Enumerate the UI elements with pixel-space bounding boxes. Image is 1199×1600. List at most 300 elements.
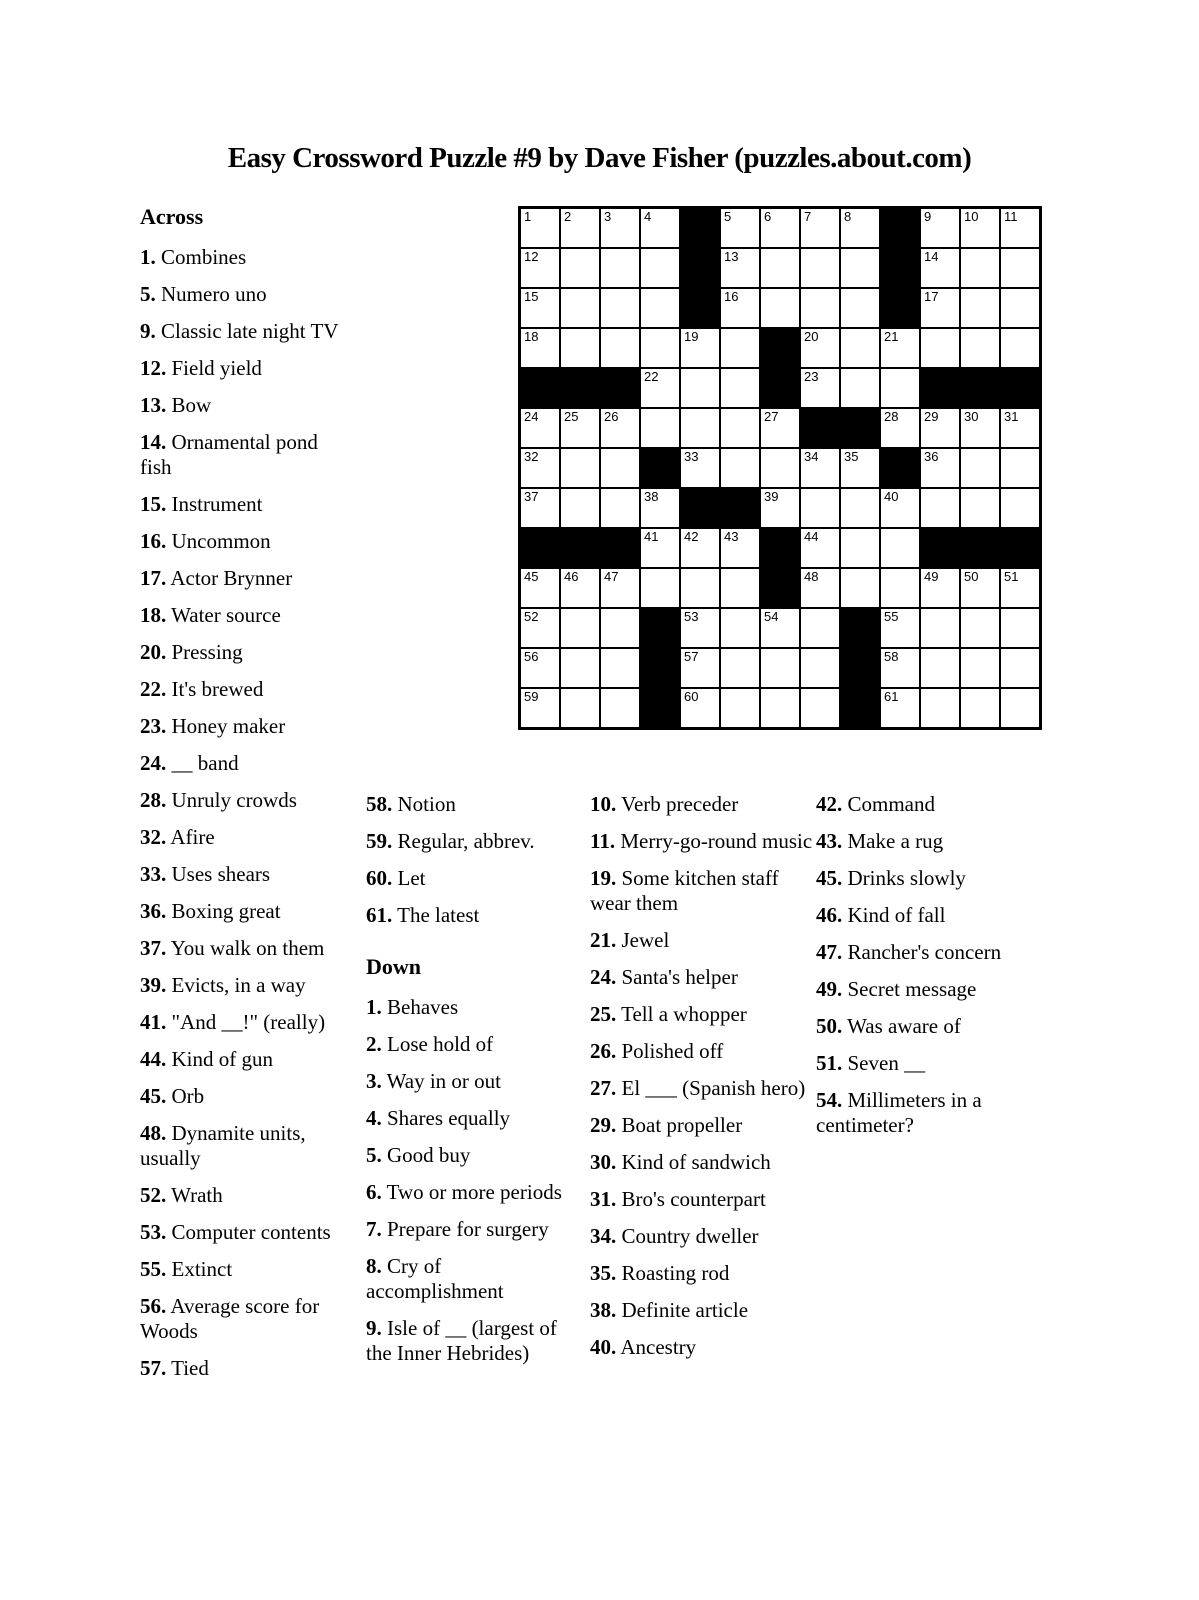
cell-number: 6 [764, 209, 772, 224]
grid-cell[interactable] [521, 489, 559, 527]
clue-item: 28. Unruly crowds [140, 788, 297, 812]
grid-cell[interactable] [961, 689, 999, 727]
grid-cell[interactable] [721, 209, 759, 247]
cell-number: 12 [524, 249, 539, 264]
cell-number: 41 [644, 529, 659, 544]
clue-number: 50. [816, 1014, 843, 1038]
grid-cell[interactable] [921, 649, 959, 687]
grid-cell[interactable] [921, 209, 959, 247]
clue-item: 5. Numero uno [140, 282, 267, 306]
grid-cell[interactable] [561, 609, 599, 647]
grid-cell[interactable] [761, 449, 799, 487]
grid-cell[interactable] [761, 689, 799, 727]
clue-item: 17. Actor Brynner [140, 566, 293, 590]
grid-cell[interactable] [881, 689, 919, 727]
cell-number: 21 [884, 329, 899, 344]
clue-item: 39. Evicts, in a way [140, 973, 306, 997]
clue-number: 61. [366, 903, 393, 927]
black-square [641, 609, 679, 647]
grid-cell[interactable] [961, 569, 999, 607]
clue-item: 43. Make a rug [816, 829, 944, 853]
clue-item: 14. Ornamental pond fish [140, 430, 318, 479]
clue-item: 12. Field yield [140, 356, 262, 380]
clue-item: 53. Computer contents [140, 1220, 331, 1244]
grid-cell[interactable] [881, 489, 919, 527]
clue-number: 14. [140, 430, 167, 454]
grid-cell[interactable] [601, 649, 639, 687]
grid-cell[interactable] [801, 489, 839, 527]
clue-number: 25. [590, 1002, 617, 1026]
clue-number: 45. [816, 866, 843, 890]
clue-item: 33. Uses shears [140, 862, 271, 886]
cell-number: 40 [884, 489, 899, 504]
clue-item: 3. Way in or out [366, 1069, 501, 1093]
grid-cell[interactable] [761, 249, 799, 287]
grid-cell[interactable] [841, 569, 879, 607]
grid-cell[interactable] [721, 249, 759, 287]
clue-item: 38. Definite article [590, 1298, 749, 1322]
grid-cell[interactable] [641, 289, 679, 327]
grid-cell[interactable] [721, 649, 759, 687]
cell-number: 10 [964, 209, 979, 224]
grid-cell[interactable] [521, 449, 559, 487]
grid-cell[interactable] [521, 329, 559, 367]
cell-number: 8 [844, 209, 852, 224]
clue-number: 26. [590, 1039, 617, 1063]
clue-item: 58. Notion [366, 792, 456, 816]
clue-item: 26. Polished off [590, 1039, 724, 1063]
clue-item: 15. Instrument [140, 492, 263, 516]
grid-cell[interactable] [601, 289, 639, 327]
cell-number: 38 [644, 489, 659, 504]
grid-cell[interactable] [801, 649, 839, 687]
clue-number: 24. [140, 751, 167, 775]
black-square [761, 329, 799, 367]
cell-number: 5 [724, 209, 732, 224]
grid-cell[interactable] [921, 689, 959, 727]
black-square [601, 529, 639, 567]
clue-number: 51. [816, 1051, 843, 1075]
grid-cell[interactable] [921, 449, 959, 487]
grid-cell[interactable] [561, 209, 599, 247]
cell-number: 14 [924, 249, 939, 264]
grid-cell[interactable] [801, 689, 839, 727]
grid-cell[interactable] [681, 529, 719, 567]
clue-number: 6. [366, 1180, 382, 1204]
clue-number: 48. [140, 1121, 167, 1145]
clue-item: 4. Shares equally [366, 1106, 511, 1130]
clue-number: 40. [590, 1335, 617, 1359]
grid-cell[interactable] [521, 649, 559, 687]
grid-cell[interactable] [601, 489, 639, 527]
grid-cell[interactable] [641, 489, 679, 527]
grid-cell[interactable] [521, 409, 559, 447]
clue-number: 15. [140, 492, 167, 516]
clue-number: 22. [140, 677, 167, 701]
grid-cell[interactable] [561, 569, 599, 607]
grid-cell[interactable] [921, 609, 959, 647]
clue-number: 24. [590, 965, 617, 989]
grid-cell[interactable] [801, 609, 839, 647]
cell-number: 54 [764, 609, 779, 624]
grid-cell[interactable] [641, 529, 679, 567]
grid-cell[interactable] [921, 329, 959, 367]
clue-number: 36. [140, 899, 167, 923]
grid-cell[interactable] [521, 569, 559, 607]
grid-cell[interactable] [961, 329, 999, 367]
grid-cell[interactable] [921, 569, 959, 607]
grid-cell[interactable] [601, 329, 639, 367]
cell-number: 36 [924, 449, 939, 464]
clue-item: 20. Pressing [140, 640, 243, 664]
cell-number: 29 [924, 409, 939, 424]
grid-cell[interactable] [1001, 409, 1039, 447]
cell-number: 7 [804, 209, 812, 224]
grid-cell[interactable] [721, 609, 759, 647]
clue-number: 8. [366, 1254, 382, 1278]
clue-number: 35. [590, 1261, 617, 1285]
black-square [681, 249, 719, 287]
clue-column-across-end-down-start [366, 792, 574, 1378]
clue-item: 55. Extinct [140, 1257, 233, 1281]
clue-column-down-middle [590, 792, 816, 1372]
grid-cell[interactable] [801, 209, 839, 247]
clue-number: 9. [140, 319, 156, 343]
grid-cell[interactable] [761, 649, 799, 687]
grid-cell[interactable] [881, 609, 919, 647]
clue-item: 45. Drinks slowly [816, 866, 966, 890]
clue-item: 9. Classic late night TV [140, 319, 339, 343]
grid-cell[interactable] [921, 489, 959, 527]
grid-cell[interactable] [601, 609, 639, 647]
grid-cell[interactable] [881, 409, 919, 447]
cell-number: 24 [524, 409, 539, 424]
grid-cell[interactable] [561, 409, 599, 447]
cell-number: 4 [644, 209, 652, 224]
clue-number: 31. [590, 1187, 617, 1211]
grid-cell[interactable] [721, 329, 759, 367]
grid-cell[interactable] [841, 369, 879, 407]
clue-number: 17. [140, 566, 167, 590]
grid-cell[interactable] [881, 569, 919, 607]
clue-item: 50. Was aware of [816, 1014, 961, 1038]
clue-number: 21. [590, 928, 617, 952]
grid-cell[interactable] [681, 649, 719, 687]
grid-cell[interactable] [881, 329, 919, 367]
clue-item: 49. Secret message [816, 977, 977, 1001]
cell-number: 1 [524, 209, 532, 224]
clue-item: 30. Kind of sandwich [590, 1150, 771, 1174]
grid-cell[interactable] [601, 569, 639, 607]
black-square [641, 689, 679, 727]
cell-number: 13 [724, 249, 739, 264]
grid-cell[interactable] [1001, 689, 1039, 727]
clue-number: 53. [140, 1220, 167, 1244]
clue-number: 38. [590, 1298, 617, 1322]
cell-number: 51 [1004, 569, 1019, 584]
cell-number: 56 [524, 649, 539, 664]
clue-number: 10. [590, 792, 617, 816]
cell-number: 46 [564, 569, 579, 584]
grid-cell[interactable] [961, 649, 999, 687]
grid-cell[interactable] [521, 209, 559, 247]
clue-item: 31. Bro's counterpart [590, 1187, 766, 1211]
black-square [881, 249, 919, 287]
cell-number: 49 [924, 569, 939, 584]
cell-number: 32 [524, 449, 539, 464]
grid-cell[interactable] [561, 689, 599, 727]
grid-cell[interactable] [681, 609, 719, 647]
black-square [801, 409, 839, 447]
clue-column-down-end [816, 792, 1050, 1150]
black-square [681, 209, 719, 247]
grid-cell[interactable] [1001, 489, 1039, 527]
grid-cell[interactable] [641, 369, 679, 407]
clue-item: 27. El ___ (Spanish hero) [590, 1076, 806, 1100]
grid-cell[interactable] [641, 249, 679, 287]
black-square [841, 689, 879, 727]
clue-number: 57. [140, 1356, 167, 1380]
grid-cell[interactable] [1001, 569, 1039, 607]
clue-number: 19. [590, 866, 617, 890]
grid-cell[interactable] [761, 409, 799, 447]
clue-number: 5. [140, 282, 156, 306]
clue-item: 52. Wrath [140, 1183, 223, 1207]
clue-item: 48. Dynamite units, usually [140, 1121, 306, 1170]
black-square [841, 409, 879, 447]
clue-item: 24. __ band [140, 751, 239, 775]
grid-cell[interactable] [601, 249, 639, 287]
black-square [761, 569, 799, 607]
grid-cell[interactable] [841, 529, 879, 567]
grid-cell[interactable] [801, 569, 839, 607]
grid-cell[interactable] [601, 409, 639, 447]
grid-cell[interactable] [521, 249, 559, 287]
cell-number: 53 [684, 609, 699, 624]
grid-cell[interactable] [521, 609, 559, 647]
grid-cell[interactable] [841, 449, 879, 487]
cell-number: 59 [524, 689, 539, 704]
grid-cell[interactable] [761, 609, 799, 647]
clue-item: 51. Seven __ [816, 1051, 926, 1075]
grid-cell[interactable] [961, 409, 999, 447]
grid-cell[interactable] [561, 249, 599, 287]
grid-cell[interactable] [961, 609, 999, 647]
grid-cell[interactable] [801, 449, 839, 487]
cell-number: 34 [804, 449, 819, 464]
grid-cell[interactable] [1001, 249, 1039, 287]
cell-number: 22 [644, 369, 659, 384]
cell-number: 35 [844, 449, 859, 464]
clue-number: 42. [816, 792, 843, 816]
black-square [1001, 369, 1039, 407]
black-square [681, 489, 719, 527]
clue-number: 56. [140, 1294, 167, 1318]
clue-number: 28. [140, 788, 167, 812]
grid-cell[interactable] [641, 569, 679, 607]
grid-cell[interactable] [561, 449, 599, 487]
clue-number: 33. [140, 862, 167, 886]
grid-cell[interactable] [881, 649, 919, 687]
clue-number: 37. [140, 936, 167, 960]
cell-number: 26 [604, 409, 619, 424]
black-square [881, 289, 919, 327]
cell-number: 60 [684, 689, 699, 704]
clue-number: 12. [140, 356, 167, 380]
clue-item: 32. Afire [140, 825, 215, 849]
grid-cell[interactable] [681, 369, 719, 407]
cell-number: 18 [524, 329, 539, 344]
clue-number: 4. [366, 1106, 382, 1130]
cell-number: 20 [804, 329, 819, 344]
black-square [761, 369, 799, 407]
grid-cell[interactable] [761, 289, 799, 327]
cell-number: 33 [684, 449, 699, 464]
cell-number: 48 [804, 569, 819, 584]
clue-item: 1. Behaves [366, 995, 459, 1019]
grid-cell[interactable] [961, 449, 999, 487]
clue-number: 46. [816, 903, 843, 927]
clue-number: 18. [140, 603, 167, 627]
grid-cell[interactable] [961, 209, 999, 247]
cell-number: 30 [964, 409, 979, 424]
clue-number: 30. [590, 1150, 617, 1174]
black-square [761, 529, 799, 567]
grid-cell[interactable] [801, 329, 839, 367]
grid-cell[interactable] [921, 249, 959, 287]
grid-cell[interactable] [961, 249, 999, 287]
grid-cell[interactable] [521, 289, 559, 327]
clue-item: 7. Prepare for surgery [366, 1217, 549, 1241]
grid-cell[interactable] [841, 489, 879, 527]
grid-cell[interactable] [881, 529, 919, 567]
clue-number: 29. [590, 1113, 617, 1137]
clue-item: 22. It's brewed [140, 677, 264, 701]
grid-cell[interactable] [1001, 329, 1039, 367]
black-square [961, 529, 999, 567]
clue-item: 10. Verb preceder [590, 792, 739, 816]
clue-item: 35. Roasting rod [590, 1261, 730, 1285]
grid-cell[interactable] [721, 569, 759, 607]
clue-number: 1. [366, 995, 382, 1019]
grid-cell[interactable] [521, 689, 559, 727]
clue-item: 47. Rancher's concern [816, 940, 1002, 964]
clue-item: 46. Kind of fall [816, 903, 946, 927]
grid-cell[interactable] [921, 409, 959, 447]
clue-number: 34. [590, 1224, 617, 1248]
clue-column-across [140, 204, 352, 1393]
grid-cell[interactable] [841, 209, 879, 247]
clue-item: 5. Good buy [366, 1143, 471, 1167]
grid-cell[interactable] [1001, 209, 1039, 247]
grid-cell[interactable] [1001, 649, 1039, 687]
grid-cell[interactable] [841, 249, 879, 287]
cell-number: 11 [1004, 209, 1018, 224]
grid-cell[interactable] [721, 529, 759, 567]
grid-cell[interactable] [921, 289, 959, 327]
grid-cell[interactable] [961, 489, 999, 527]
clue-item: 56. Average score for Woods [140, 1294, 320, 1343]
clue-item: 40. Ancestry [590, 1335, 697, 1359]
grid-cell[interactable] [561, 649, 599, 687]
black-square [841, 609, 879, 647]
grid-cell[interactable] [1001, 289, 1039, 327]
grid-cell[interactable] [601, 689, 639, 727]
clue-item: 42. Command [816, 792, 935, 816]
grid-cell[interactable] [801, 289, 839, 327]
grid-cell[interactable] [721, 369, 759, 407]
cell-number: 28 [884, 409, 899, 424]
clue-number: 47. [816, 940, 843, 964]
cell-number: 43 [724, 529, 739, 544]
clue-item: 60. Let [366, 866, 426, 890]
clue-number: 20. [140, 640, 167, 664]
grid-cell[interactable] [721, 289, 759, 327]
grid-cell[interactable] [1001, 449, 1039, 487]
grid-cell[interactable] [561, 489, 599, 527]
black-square [681, 289, 719, 327]
grid-cell[interactable] [721, 409, 759, 447]
grid-cell[interactable] [721, 689, 759, 727]
grid-cell[interactable] [801, 369, 839, 407]
grid-cell[interactable] [601, 209, 639, 247]
clue-item: 16. Uncommon [140, 529, 271, 553]
grid-cell[interactable] [681, 569, 719, 607]
black-square [1001, 529, 1039, 567]
black-square [641, 449, 679, 487]
clue-number: 3. [366, 1069, 382, 1093]
grid-cell[interactable] [761, 489, 799, 527]
cell-number: 25 [564, 409, 579, 424]
grid-cell[interactable] [641, 409, 679, 447]
grid-cell[interactable] [761, 209, 799, 247]
cell-number: 9 [924, 209, 932, 224]
grid-cell[interactable] [801, 529, 839, 567]
cell-number: 17 [924, 289, 939, 304]
clue-number: 54. [816, 1088, 843, 1112]
clue-item: 54. Millimeters in a centimeter? [816, 1088, 982, 1137]
clue-item: 2. Lose hold of [366, 1032, 494, 1056]
grid-cell[interactable] [681, 409, 719, 447]
clue-number: 59. [366, 829, 393, 853]
grid-cell[interactable] [1001, 609, 1039, 647]
clue-item: 18. Water source [140, 603, 281, 627]
grid-cell[interactable] [641, 329, 679, 367]
grid-cell[interactable] [841, 289, 879, 327]
grid-cell[interactable] [721, 449, 759, 487]
grid-cell[interactable] [961, 289, 999, 327]
cell-number: 2 [564, 209, 572, 224]
grid-cell[interactable] [681, 449, 719, 487]
black-square [641, 649, 679, 687]
clue-number: 52. [140, 1183, 167, 1207]
cell-number: 42 [684, 529, 699, 544]
cell-number: 39 [764, 489, 779, 504]
grid-cell[interactable] [681, 329, 719, 367]
grid-cell[interactable] [881, 369, 919, 407]
grid-cell[interactable] [561, 289, 599, 327]
grid-cell[interactable] [841, 329, 879, 367]
clue-item: 57. Tied [140, 1356, 209, 1380]
grid-cell[interactable] [601, 449, 639, 487]
grid-cell[interactable] [561, 329, 599, 367]
grid-cell[interactable] [681, 689, 719, 727]
clue-number: 32. [140, 825, 167, 849]
cell-number: 23 [804, 369, 819, 384]
clue-number: 2. [366, 1032, 382, 1056]
grid-cell[interactable] [801, 249, 839, 287]
grid-cell[interactable] [641, 209, 679, 247]
